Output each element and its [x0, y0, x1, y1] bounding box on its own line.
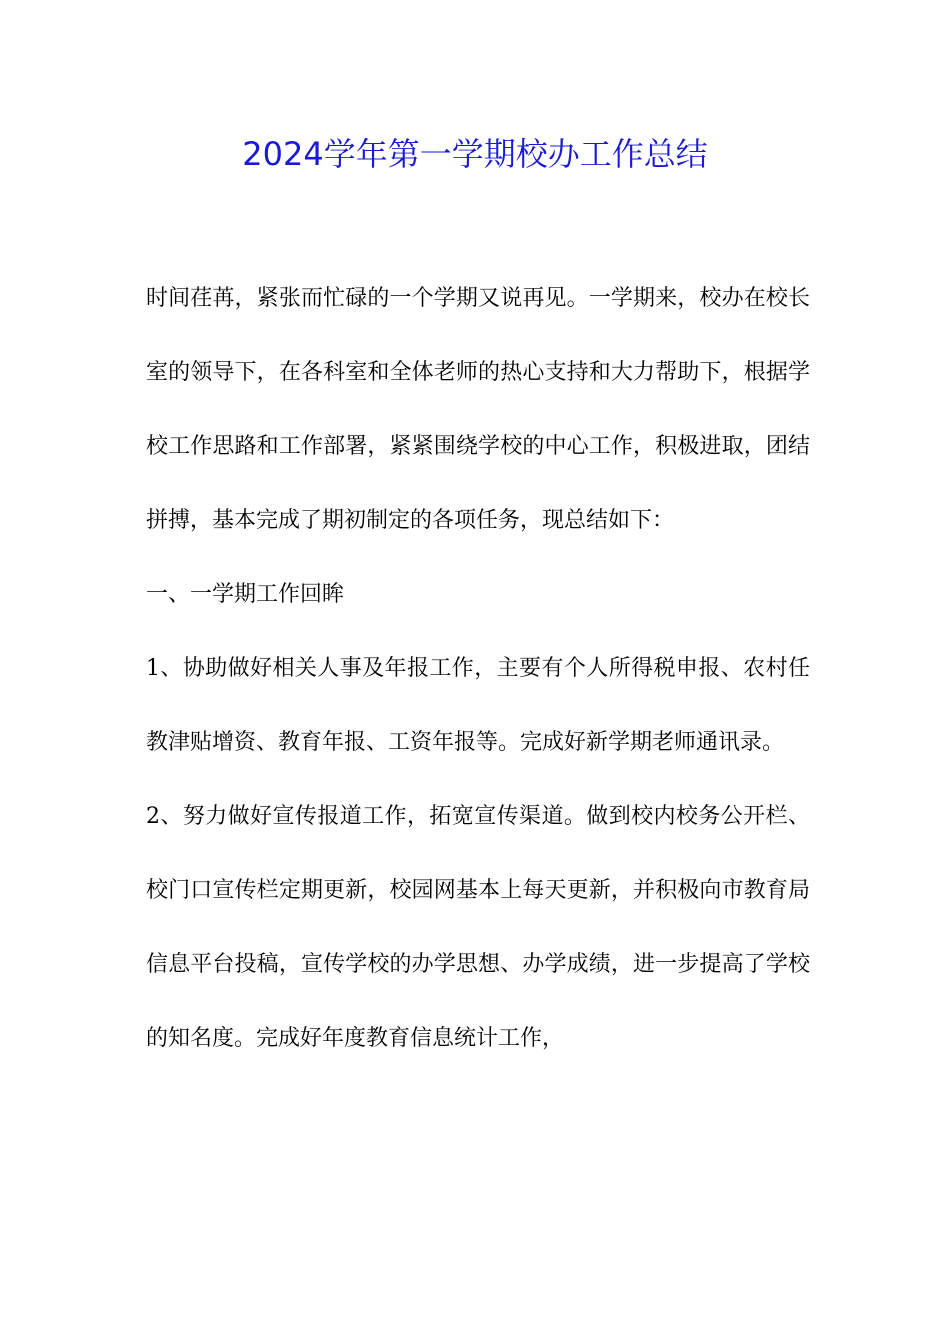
- paragraph-item-1: 1、协助做好相关人事及年报工作，主要有个人所得税申报、农村任教津贴增资、教育年报、工资年报等。完成好新学期老师通讯录。: [146, 656, 810, 755]
- section-heading: 一、一学期工作回眸: [146, 582, 345, 607]
- document-body: [146, 262, 810, 1076]
- paragraph-item-2: 2、努力做好宣传报道工作，拓宽宣传渠道。做到校内校务公开栏、校门口宣传栏定期更新，校园网基本上每天更新，并积极向市教育局信息平台投稿，宣传学校的办学思想、办学成绩，进一步提高了学校的知名度。完成好年度教育信息统计工作，: [146, 804, 810, 1051]
- paragraph-intro: 时间荏苒，紧张而忙碌的一个学期又说再见。一学期来，校办在校长室的领导下，在各科室和全体老师的热心支持和大力帮助下，根据学校工作思路和工作部署，紧紧围绕学校的中心工作，积极进取，团结拼搏，基本完成了期初制定的各项任务，现总结如下：: [146, 286, 810, 533]
- document-title: 2024学年第一学期校办工作总结: [242, 135, 708, 173]
